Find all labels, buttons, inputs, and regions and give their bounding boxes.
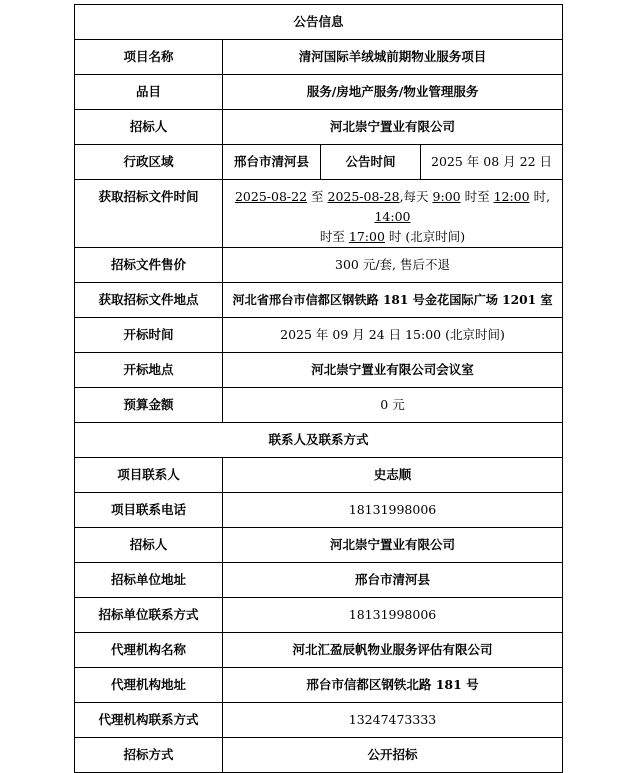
- project-name-label: 项目名称: [75, 40, 223, 75]
- table-row: [75, 633, 563, 668]
- doc-start-date: 2025-08-22: [234, 189, 308, 204]
- table-row: [75, 703, 563, 738]
- category-value: 服务/房地产服务/物业管理服务: [223, 75, 563, 110]
- doc-time-label: 获取招标文件时间: [75, 180, 223, 248]
- table-row: [75, 563, 563, 598]
- tender-method-label: 招标方式: [75, 738, 223, 773]
- tenderer-phone-value: 18131998006: [223, 598, 563, 633]
- tenderer-contact-label: 招标人: [75, 528, 223, 563]
- region-label: 行政区域: [75, 145, 223, 180]
- table-row: [75, 668, 563, 703]
- text-to: 时至: [319, 229, 349, 244]
- tenderer-address-label: 招标单位地址: [75, 563, 223, 598]
- tender-method-value: 公开招标: [223, 738, 563, 773]
- budget-value: 0 元: [223, 388, 563, 423]
- agency-address-value: 邢台市信都区钢铁北路 181 号: [223, 668, 563, 703]
- tenderer-value: 河北崇宁置业有限公司: [223, 110, 563, 145]
- notice-time-label: 公告时间: [321, 145, 421, 180]
- tenderer-contact-value: 河北崇宁置业有限公司: [223, 528, 563, 563]
- table-row: [75, 110, 563, 145]
- agency-address-label: 代理机构地址: [75, 668, 223, 703]
- table-row: [75, 528, 563, 563]
- tenderer-address-value: 邢台市清河县: [223, 563, 563, 598]
- table-row: [75, 145, 563, 180]
- contact-person-label: 项目联系人: [75, 458, 223, 493]
- agency-phone-value: 13247473333: [223, 703, 563, 738]
- agency-phone-label: 代理机构联系方式: [75, 703, 223, 738]
- opening-location-label: 开标地点: [75, 353, 223, 388]
- contact-phone-value: 18131998006: [223, 493, 563, 528]
- contact-person-value: 史志顺: [223, 458, 563, 493]
- project-name-value: 清河国际羊绒城前期物业服务项目: [223, 40, 563, 75]
- table-row: [75, 598, 563, 633]
- pm-start-time: 14:00: [374, 209, 411, 224]
- section-header-row: [75, 423, 563, 458]
- am-start-time: 9:00: [432, 189, 461, 204]
- notice-time-value: 2025 年 08 月 22 日: [421, 145, 563, 180]
- agency-name-label: 代理机构名称: [75, 633, 223, 668]
- text-separator: 时,: [529, 189, 551, 204]
- am-end-time: 12:00: [493, 189, 530, 204]
- table-row: [75, 180, 563, 248]
- tenderer-label: 招标人: [75, 110, 223, 145]
- table-row: [75, 318, 563, 353]
- agency-name-value: 河北汇盈辰帆物业服务评估有限公司: [223, 633, 563, 668]
- text-daily: ,每天: [399, 189, 433, 204]
- section-title-announcement: 公告信息: [75, 5, 563, 40]
- section-header-row: [75, 5, 563, 40]
- table-row: [75, 283, 563, 318]
- opening-time-value: 2025 年 09 月 24 日 15:00 (北京时间): [223, 318, 563, 353]
- opening-time-label: 开标时间: [75, 318, 223, 353]
- table-row: [75, 248, 563, 283]
- opening-location-value: 河北崇宁置业有限公司会议室: [223, 353, 563, 388]
- doc-location-label: 获取招标文件地点: [75, 283, 223, 318]
- text-to: 时至: [460, 189, 494, 204]
- text-beijing-time: 时 (北京时间): [384, 229, 466, 244]
- budget-label: 预算金额: [75, 388, 223, 423]
- doc-price-value: 300 元/套, 售后不退: [223, 248, 563, 283]
- doc-time-value: [223, 180, 563, 248]
- pm-end-time: 17:00: [348, 229, 385, 244]
- table-row: [75, 493, 563, 528]
- contact-phone-label: 项目联系电话: [75, 493, 223, 528]
- table-row: [75, 738, 563, 773]
- table-row: [75, 353, 563, 388]
- table-row: [75, 40, 563, 75]
- table-row: [75, 458, 563, 493]
- doc-location-value: 河北省邢台市信都区钢铁路 181 号金花国际广场 1201 室: [223, 283, 563, 318]
- table-row: [75, 75, 563, 110]
- doc-end-date: 2025-08-28: [327, 189, 400, 204]
- announcement-table: [74, 4, 563, 773]
- doc-price-label: 招标文件售价: [75, 248, 223, 283]
- table-row: [75, 388, 563, 423]
- category-label: 品目: [75, 75, 223, 110]
- tenderer-phone-label: 招标单位联系方式: [75, 598, 223, 633]
- section-title-contacts: 联系人及联系方式: [75, 423, 563, 458]
- text-to: 至: [307, 189, 328, 204]
- region-value: 邢台市清河县: [223, 145, 321, 180]
